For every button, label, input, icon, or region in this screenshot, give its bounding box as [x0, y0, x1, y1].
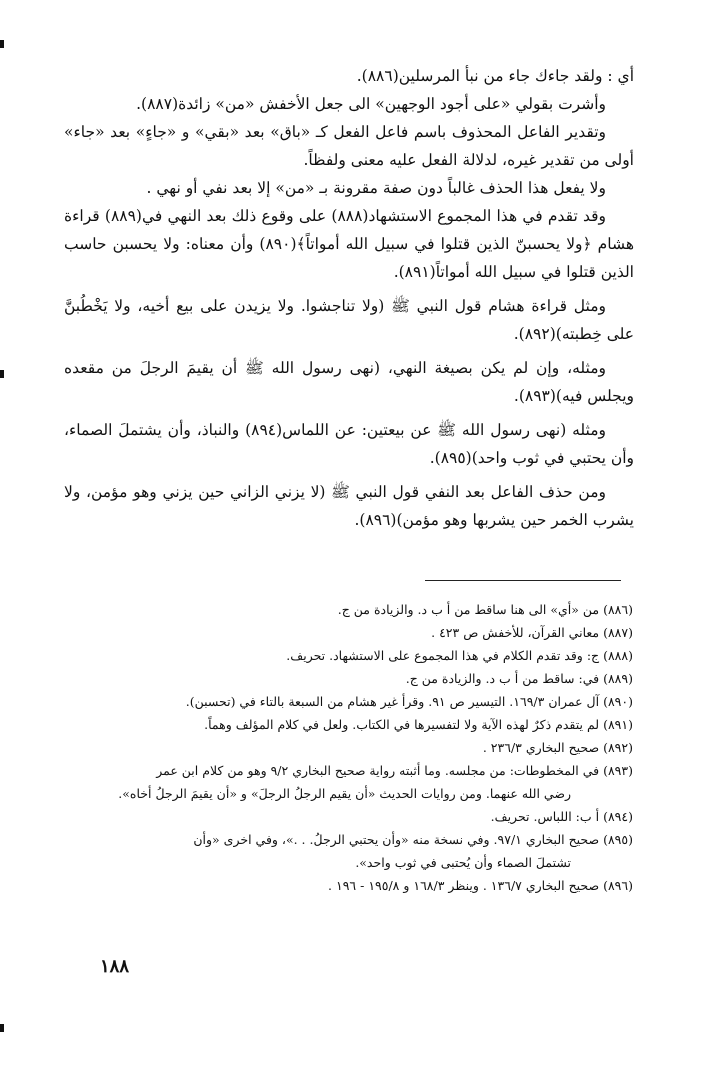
paragraph: أي : ولقد جاءك جاء من نبأ المرسلين(٨٨٦). — [356, 67, 634, 85]
paragraph: ومثله، وإن لم يكن بصيغة النهي، (نهى رسول الله ﷺ أن يقيمَ الرجلَ من مقعده ويجلس فيه)(٨٩٣). — [64, 359, 634, 405]
footnote: (٨٨٧) معاني القرآن، للأخفش ص ٤٢٣ . — [431, 625, 633, 640]
footnote: (٨٩٤) أ ب: اللباس. تحريف. — [490, 809, 633, 824]
footnote: (٨٨٨) ج: وقد تقدم الكلام في هذا المجموع على الاستشهاد. تحريف. — [286, 648, 633, 663]
page-number: ١٨٨ — [100, 956, 130, 977]
scan-edge-mark — [0, 40, 4, 48]
footnote: (٨٩٢) صحيح البخاري ٢٣٦/٣ . — [482, 740, 633, 755]
paragraph: وأشرت بقولي «على أجود الوجهين» الى جعل الأخفش «من» زائدة(٨٨٧). — [136, 95, 606, 113]
footnote-separator — [425, 580, 621, 581]
paragraph: ومن حذف الفاعل بعد النفي قول النبي ﷺ (لا يزني الزاني حين يزني وهو مؤمن، ولا يشرب الخمر حين يشربها وهو مؤمن)(٨٩٦). — [64, 483, 634, 529]
footnote-continuation: تشتملَ الصماء وأن يُحتبى في ثوب واحد». — [355, 855, 571, 870]
footnote: (٨٨٩) في: ساقط من أ ب د. والزيادة من ج. — [405, 671, 633, 686]
footnote: (٨٩٠) آل عمران ١٦٩/٣. التيسير ص ٩١. وقرأ غير هشام من السبعة بالتاء في (تحسبن). — [185, 694, 633, 709]
footnote: (٨٩٣) في المخطوطات: من مجلسه. وما أثبته رواية صحيح البخاري ٩/٢ وهو من كلام ابن عمر — [156, 763, 633, 778]
scan-edge-mark — [0, 370, 4, 378]
main-text — [64, 62, 634, 534]
footnote: (٨٩٥) صحيح البخاري ٩٧/١. وفي نسخة منه «وأن يحتبي الرجلُ. . .»، وفي اخرى «وأن — [193, 832, 633, 847]
paragraph: ولا يفعل هذا الحذف غالباً دون صفة مقرونة بـ «من» إلا بعد نفي أو نهي . — [146, 179, 606, 197]
footnote: (٨٩٦) صحيح البخاري ١٣٦/٧ . وينظر ١٦٨/٣ و ١٩٥/٨ - ١٩٦ . — [328, 878, 633, 893]
paragraph: وتقدير الفاعل المحذوف باسم فاعل الفعل كـ «باق» بعد «بقي» و «جاءٍ» بعد «جاء» أولى من تقدير غيره، لدلالة الفعل عليه معنى ولفظاً. — [64, 123, 634, 169]
scan-edge-mark — [0, 1024, 4, 1032]
footnote-continuation: رضي الله عنهما. ومن روايات الحديث «أن يقيم الرجلُ الرجلَ» و «أن يقيمَ الرجلُ أخاه». — [118, 786, 571, 801]
footnotes — [48, 598, 633, 897]
paragraph: وقد تقدم في هذا المجموع الاستشهاد(٨٨٨) على وقوع ذلك بعد النهي في(٨٨٩) قراءة هشام ﴿ولا يحسبنّ الذين قتلوا في سبيل الله أمواتاً﴾(٨٩٠) وأن معناه: ولا يحسبن حاسب الذين قتلوا في سبيل الله أمواتاً(٨٩١). — [64, 207, 634, 281]
paragraph: ومثله (نهى رسول الله ﷺ عن بيعتين: عن اللماس(٨٩٤) والنباذ، وأن يشتملَ الصماء، وأن يحتبي في ثوب واحد)(٨٩٥). — [64, 421, 634, 467]
paragraph: ومثل قراءة هشام قول النبي ﷺ (ولا تناجشوا. ولا يزيدن على بيع أخيه، ولا يَخْطُبنَّ على خِطبته)(٨٩٢). — [64, 297, 634, 343]
footnote: (٨٩١) لم يتقدم ذكرٌ لهذه الآية ولا لتفسيرها في الكتاب. ولعل في كلام المؤلف وهماً. — [204, 717, 633, 732]
footnote: (٨٨٦) من «أي» الى هنا ساقط من أ ب د. والزيادة من ج. — [337, 602, 633, 617]
